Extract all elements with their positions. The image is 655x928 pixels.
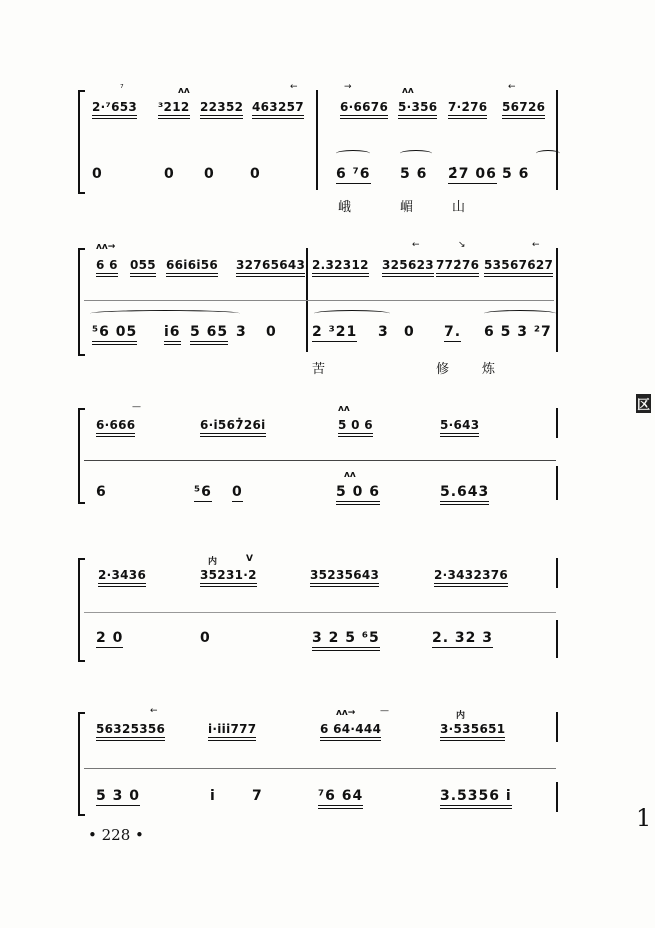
barline: [556, 782, 558, 812]
bowing-mark: 内: [456, 711, 466, 721]
bow-arrow: →: [344, 82, 352, 92]
ornament: ʌʌ: [344, 470, 356, 480]
slur: [400, 150, 432, 157]
note-group: 5·356: [398, 100, 437, 119]
note-group: 055: [130, 258, 156, 277]
note-group: 2·⁷653: [92, 100, 137, 119]
bow-arrow: ←: [150, 706, 158, 716]
note-group: 56325356: [96, 722, 165, 741]
lyric: 山: [452, 200, 466, 215]
barline: [556, 466, 558, 500]
note-group: 2.32312: [312, 258, 369, 277]
bow-arrow: —: [132, 402, 141, 412]
page-number: • 228 •: [88, 826, 144, 844]
barline: [556, 408, 558, 438]
note-group: 2 0: [96, 630, 124, 646]
note-group: 3 2 5 ⁶5: [312, 630, 380, 651]
slur: [484, 310, 556, 317]
note-group: ⁵6 05: [92, 324, 137, 345]
note-group: 3: [236, 324, 247, 340]
bow-arrow: ←: [412, 240, 420, 250]
note-group: 35235643: [310, 568, 379, 587]
bow-arrow: ←: [508, 82, 516, 92]
note-group: 7: [252, 788, 263, 804]
note-group: 0: [232, 484, 243, 500]
note-group: 325623: [382, 258, 434, 277]
bow-arrow: —: [380, 706, 389, 716]
staff-line: [84, 612, 556, 613]
note-group: 0: [164, 166, 175, 182]
system-brace: [78, 712, 85, 816]
note-group: 772̇76: [436, 258, 479, 277]
staff-line: [84, 460, 556, 461]
note-group: ³212: [158, 100, 190, 119]
note-group: 6·6676: [340, 100, 388, 119]
note-group: 0: [266, 324, 277, 340]
note-group: 535676̇27: [484, 258, 553, 277]
note-group: 5.643: [440, 484, 489, 505]
lyric: 嵋: [400, 200, 414, 215]
bowing-mark: V: [246, 554, 253, 564]
note-group: i·iii777: [208, 722, 256, 741]
note-group: 5·643: [440, 418, 479, 437]
note-group: 0: [404, 324, 415, 340]
note-group: 5 0 6: [338, 418, 373, 437]
note-group: 6 6: [96, 258, 118, 277]
lyric: 峨: [338, 200, 352, 215]
note-group: 66i6i56: [166, 258, 218, 277]
slur: [336, 150, 370, 157]
note-group: 5 0 6: [336, 484, 380, 505]
note-group: 6: [96, 484, 107, 500]
note-group: 35231·2: [200, 568, 257, 587]
note-group: i̇6: [164, 324, 181, 345]
margin-digit: 1: [636, 804, 652, 832]
note-group: 2·3432376: [434, 568, 508, 587]
note-group: 22352: [200, 100, 243, 119]
system-brace: [78, 248, 85, 356]
note-group: 3·535651: [440, 722, 505, 741]
barline: [556, 620, 558, 658]
note-group: 7·2̇76: [448, 100, 487, 119]
lyric: 苦: [312, 362, 326, 377]
lyric: 炼: [482, 362, 496, 377]
ornament: ʌʌ: [402, 86, 414, 96]
barline: [316, 90, 318, 190]
note-group: 0: [92, 166, 103, 182]
note-group: 5 6: [400, 166, 428, 182]
ornament: ʌʌ→: [96, 242, 116, 252]
note-group: 2 ³21: [312, 324, 358, 340]
note-group: ⁷6 64: [318, 788, 363, 809]
bow-arrow: ↘: [458, 240, 466, 250]
slur: [314, 310, 390, 317]
note-group: 6 64·444: [320, 722, 381, 741]
slur: [536, 150, 560, 157]
note-group: 32765643: [236, 258, 305, 277]
note-group: 3: [378, 324, 389, 340]
note-group: i: [210, 788, 216, 804]
barline: [556, 248, 558, 352]
ornament: ⁷: [120, 84, 124, 94]
ornament: ʌʌ: [178, 86, 190, 96]
note-group: 6 5 3 ²7: [484, 324, 552, 340]
note-group: ⁵6: [194, 484, 212, 500]
bow-arrow: ←: [532, 240, 540, 250]
note-group: 2. 32 3: [432, 630, 494, 646]
ornament: ʌʌ→: [336, 708, 356, 718]
barline: [556, 90, 558, 190]
note-group: 7.: [444, 324, 462, 340]
note-group: 5 6: [502, 166, 530, 182]
note-group: 6 ⁷6: [336, 166, 371, 182]
ornament: ʌʌ: [338, 404, 350, 414]
staff-line: [84, 768, 556, 769]
note-group: 5 3 0: [96, 788, 140, 804]
system-brace: [78, 90, 85, 194]
bowing-mark: 内: [208, 557, 218, 567]
note-group: 5 65: [190, 324, 228, 345]
lyric: 修: [436, 362, 450, 377]
staff-line: [84, 300, 554, 301]
note-group: 463257: [252, 100, 304, 119]
barline: [556, 558, 558, 588]
note-group: 6·i567̇26i: [200, 418, 266, 437]
slur: [90, 310, 240, 317]
note-group: 6·666: [96, 418, 135, 437]
note-group: 2̇7 06: [448, 166, 497, 182]
note-group: 0: [250, 166, 261, 182]
note-group: 0: [200, 630, 211, 646]
bow-arrow: ←: [290, 82, 298, 92]
note-group: 0: [204, 166, 215, 182]
note-group: 2·3436: [98, 568, 146, 587]
margin-mark: 区: [636, 394, 651, 413]
barline: [556, 712, 558, 742]
note-group: 3.5356 i: [440, 788, 512, 809]
note-group: 56726: [502, 100, 545, 119]
system-brace: [78, 558, 85, 662]
system-brace: [78, 408, 85, 504]
